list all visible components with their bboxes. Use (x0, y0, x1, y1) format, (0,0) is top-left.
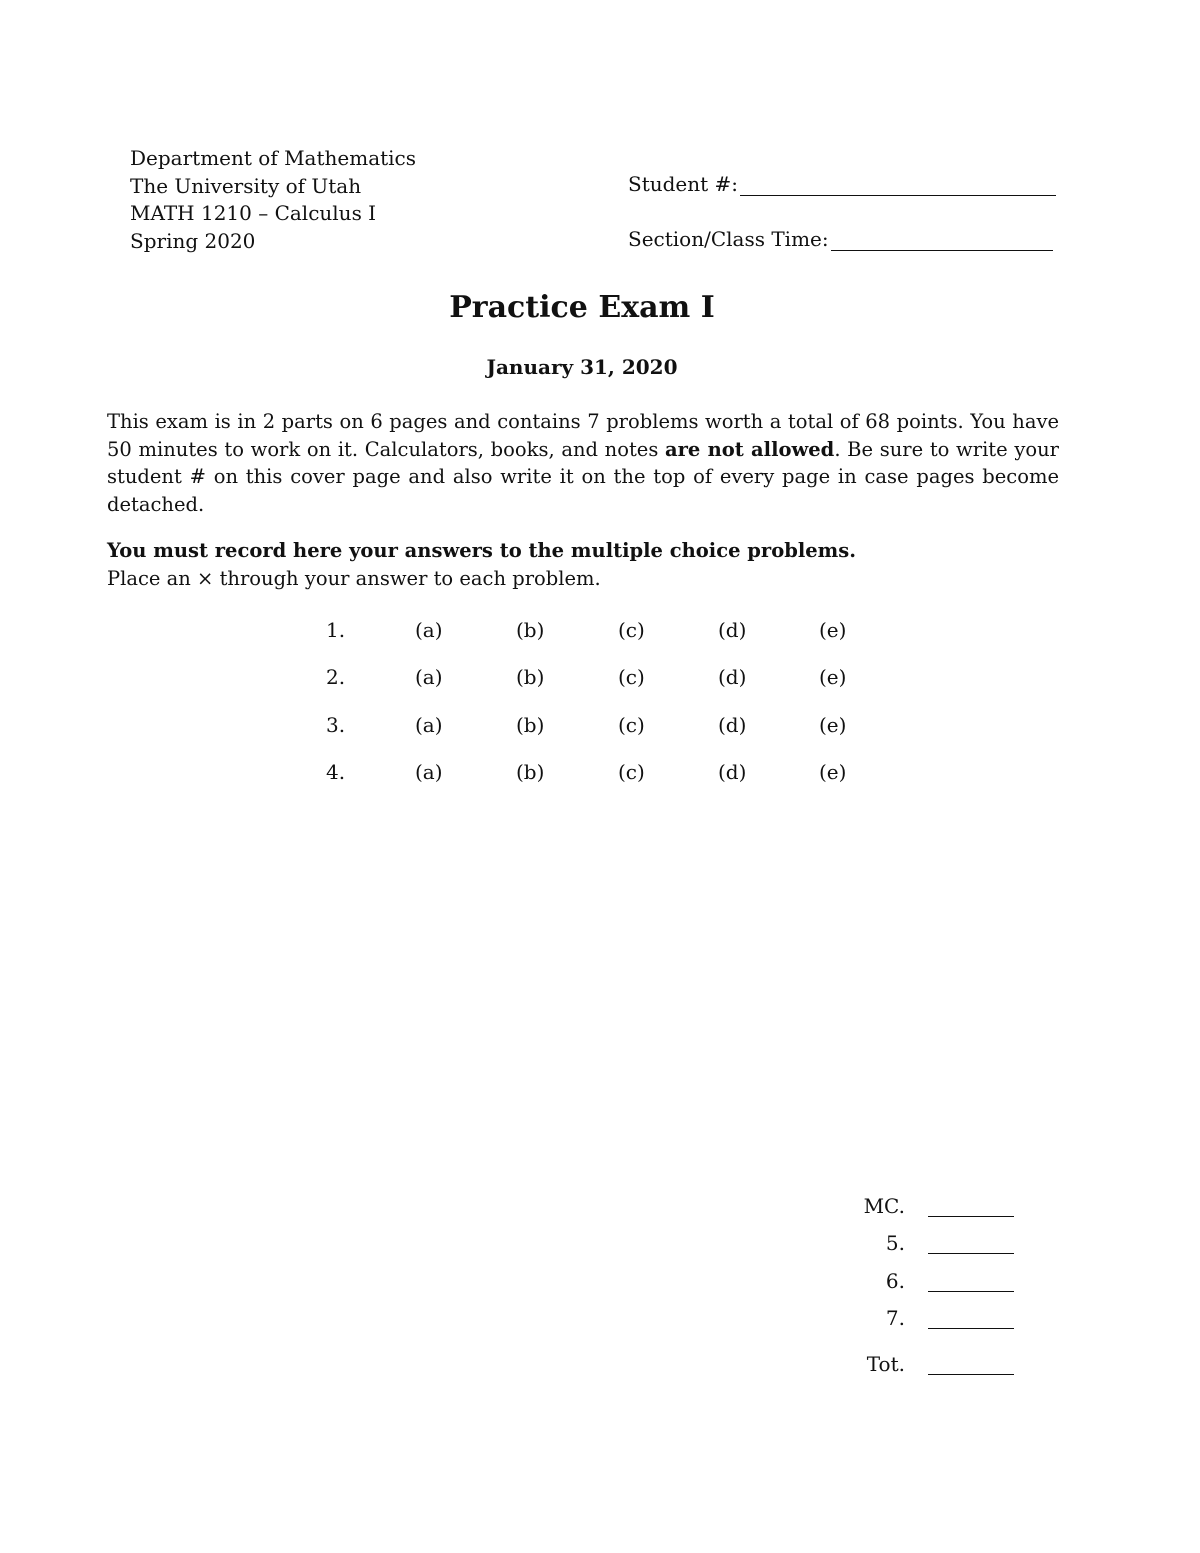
answer-choice[interactable]: (c) (618, 713, 645, 737)
answer-row (0, 618, 1200, 648)
answer-choice[interactable]: (d) (718, 618, 747, 642)
mc-instruction-bold: You must record here your answers to the multiple choice problems. (107, 539, 857, 562)
answer-choice[interactable]: (c) (618, 665, 645, 689)
score-blank[interactable] (928, 1291, 1014, 1292)
answer-choice[interactable]: (b) (516, 618, 545, 642)
instructions-part-1: This exam is in 2 parts on 6 pages and contains 7 problems worth a total of 68 points. You have 50 minutes to work on it. Calculators, books, and notes (107, 410, 1059, 461)
score-label: 5. (885, 1231, 905, 1255)
exam-instructions (107, 408, 1059, 518)
answer-choice[interactable]: (a) (415, 618, 443, 642)
problem-number: 2. (326, 665, 346, 689)
answer-choice[interactable]: (a) (415, 713, 443, 737)
department-name: Department of Mathematics (130, 146, 417, 170)
answer-choice[interactable]: (b) (516, 665, 545, 689)
student-number-blank[interactable] (740, 177, 1056, 196)
score-blank[interactable] (928, 1253, 1014, 1254)
score-label: 6. (885, 1269, 905, 1293)
exam-title: Practice Exam I (449, 290, 715, 325)
section-class-time-field[interactable] (628, 227, 1053, 251)
answer-row (0, 665, 1200, 695)
problem-number: 4. (326, 760, 346, 784)
mc-instruction-text: Place an × through your answer to each problem. (107, 566, 601, 590)
score-blank[interactable] (928, 1374, 1014, 1375)
score-label: Tot. (866, 1352, 905, 1376)
answer-choice[interactable]: (b) (516, 760, 545, 784)
instructions-emphasis: are not allowed (665, 437, 835, 461)
answer-choice[interactable]: (e) (819, 618, 847, 642)
answer-choice[interactable]: (c) (618, 618, 645, 642)
student-number-field[interactable] (628, 172, 1056, 196)
institution-block (130, 145, 416, 255)
problem-number: 3. (326, 713, 346, 737)
answer-choice[interactable]: (d) (718, 713, 747, 737)
answer-choice[interactable]: (d) (718, 760, 747, 784)
score-label: 7. (885, 1306, 905, 1330)
answer-choice[interactable]: (e) (819, 665, 847, 689)
answer-choice[interactable]: (a) (415, 760, 443, 784)
answer-row (0, 713, 1200, 743)
exam-date: January 31, 2020 (486, 355, 678, 379)
answer-choice[interactable]: (e) (819, 713, 847, 737)
score-label: MC. (863, 1194, 905, 1218)
score-blank[interactable] (928, 1216, 1014, 1217)
answer-choice[interactable]: (b) (516, 713, 545, 737)
answer-row (0, 760, 1200, 790)
answer-choice[interactable]: (e) (819, 760, 847, 784)
answer-choice[interactable]: (d) (718, 665, 747, 689)
instructions-part-2: . Be sure to write your student # on this cover page and also write it on the top of every page in case pages become detached. (107, 437, 1059, 516)
score-blank[interactable] (928, 1328, 1014, 1329)
university-name: The University of Utah (130, 173, 362, 198)
answer-choice[interactable]: (c) (618, 760, 645, 784)
answer-choice[interactable]: (a) (415, 665, 443, 689)
course-name: MATH 1210 – Calculus I (130, 201, 377, 225)
term-name: Spring 2020 (130, 228, 256, 253)
student-number-label: Student #: (628, 172, 739, 196)
problem-number: 1. (326, 618, 346, 642)
section-class-time-label: Section/Class Time: (628, 227, 829, 251)
section-class-time-blank[interactable] (831, 232, 1053, 251)
multiple-choice-instructions (107, 537, 1067, 592)
